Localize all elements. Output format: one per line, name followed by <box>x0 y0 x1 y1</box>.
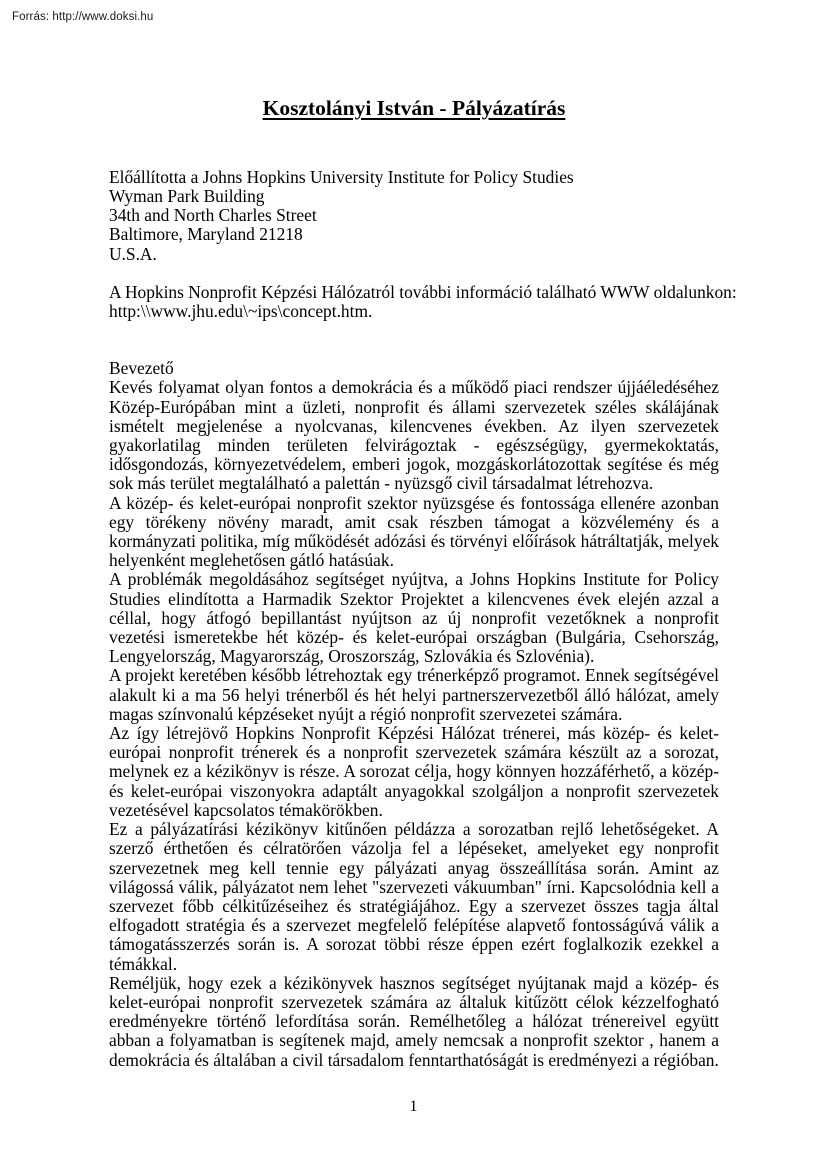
website-info-block <box>109 281 737 322</box>
document-content <box>109 0 737 1070</box>
paragraph: Reméljük, hogy ezek a kézikönyvek hasznos segítséget nyújtanak majd a közép- és kelet-európai nonprofit szervezetek számára az általuk kitűzött célok kézzelfogható eredményekre történő lefordítása során. Remélhetőleg a hálózat trénereivel együtt abban a folyamatban is segítenek majd, amely nemcsak a nonprofit szektor , hanem a demokrácia és általában a civil társadalom fenntarthatóságát is eredményezi a régióban. <box>109 972 719 1070</box>
paragraph: Kevés folyamat olyan fontos a demokrácia és a működő piaci rendszer újjáéledéséhez Közép-Európában mint a üzleti, nonprofit és állami szervezetek széles skálájának ismételt megjelenése a nyolcvanas, kilencvenes években. Az ilyen szervezetek gyakorlatilag minden területen felvirágoztak - egészségügy, gyermekoktatás, idősgondozás, környezetvédelem, emberi jogok, mozgáskorlátozottak segítése és még sok más terület megtalálható a palettán - nyüzsgő civil társadalmat létrehozva. <box>109 377 719 494</box>
address-line: Baltimore, Maryland 21218 <box>109 224 303 245</box>
publisher-address-block <box>109 168 719 264</box>
website-url: http:\\www.jhu.edu\~ips\concept.htm. <box>109 301 373 322</box>
page-title <box>109 0 719 122</box>
page-number: 1 <box>409 1098 418 1115</box>
paragraph: A közép- és kelet-európai nonprofit szektor nyüzsgése és fontossága ellenére azonban egy törékeny növény maradt, amit csak részben támogat a közvélemény és a kormányzati politika, míg működését adózási és törvényi előírások hátráltatják, melyek helyenként meglehetősen gátló hatásúak. <box>109 492 719 571</box>
source-watermark: Forrás: http://www.doksi.hu <box>12 11 154 23</box>
paragraph: Az így létrejövő Hopkins Nonprofit Képzési Hálózat trénerei, más közép- és kelet-európai nonprofit trénerek és a nonprofit szervezetek számára készült az a sorozat, melynek ez a kézikönyv is része. A sorozat célja, hogy könnyen hozzáférhető, a közép- és kelet-európai viszonyokra adaptált anyagokkal szolgáljon a nonprofit szervezetek vezetésével kapcsolatos témakörökben. <box>109 723 719 820</box>
address-line: U.S.A. <box>109 243 157 264</box>
body-text <box>109 378 719 1069</box>
paragraph: Ez a pályázatírási kézikönyv kitűnően példázza a sorozatban rejlő lehetőségeket. A szerző érthetően és célratörően vázolja fel a lépéseket, amelyeket egy nonprofit szervezetnek meg kell tennie egy pályázati anyag összeállítása során. Amint az világossá válik, pályázatot nem lehet "szervezeti vákuumban" írni. Kapcsolódnia kell a szervezet főbb célkitűzéseihez és stratégiájához. Egy a szervezet összes tagja által elfogadott stratégia és a szervezet megfelelő felépítése alapvető fontosságúvá válik a támogatásszerzés során is. A sorozat többi része éppen ezért foglalkozik ezekkel a témákkal. <box>109 819 719 974</box>
address-line: 34th and North Charles Street <box>109 205 317 226</box>
paragraph: A problémák megoldásához segítséget nyújtva, a Johns Hopkins Institute for Policy Studies elindította a Harmadik Szektor Projektet a kilencvenes évek elején azzal a céllal, hogy átfogó bepillantást nyújtson az új nonprofit vezetőknek a nonprofit vezetési ismeretekbe hét közép- és kelet-európai országban (Bulgária, Csehország, Lengyelország, Magyarország, Oroszország, Szlovákia és Szlovénia). <box>109 569 719 667</box>
paragraph: A projekt keretében később létrehoztak egy trénerképző programot. Ennek segítségével alakult ki a ma 56 helyi trénerből és hét helyi partnerszervezetből álló hálózat, amely magas színvonalú képzéseket nyújt a régió nonprofit szervezetei számára. <box>109 665 719 724</box>
page-title-text: Kosztolányi István - Pályázatírás <box>262 96 566 120</box>
address-line: Wyman Park Building <box>109 186 265 206</box>
section-heading: Bevezető <box>109 358 174 379</box>
address-line: Előállította a Johns Hopkins University Institute for Policy Studies <box>109 166 574 187</box>
website-info-text: A Hopkins Nonprofit Képzési Hálózatról további információ található WWW oldalunkon: <box>109 281 737 302</box>
